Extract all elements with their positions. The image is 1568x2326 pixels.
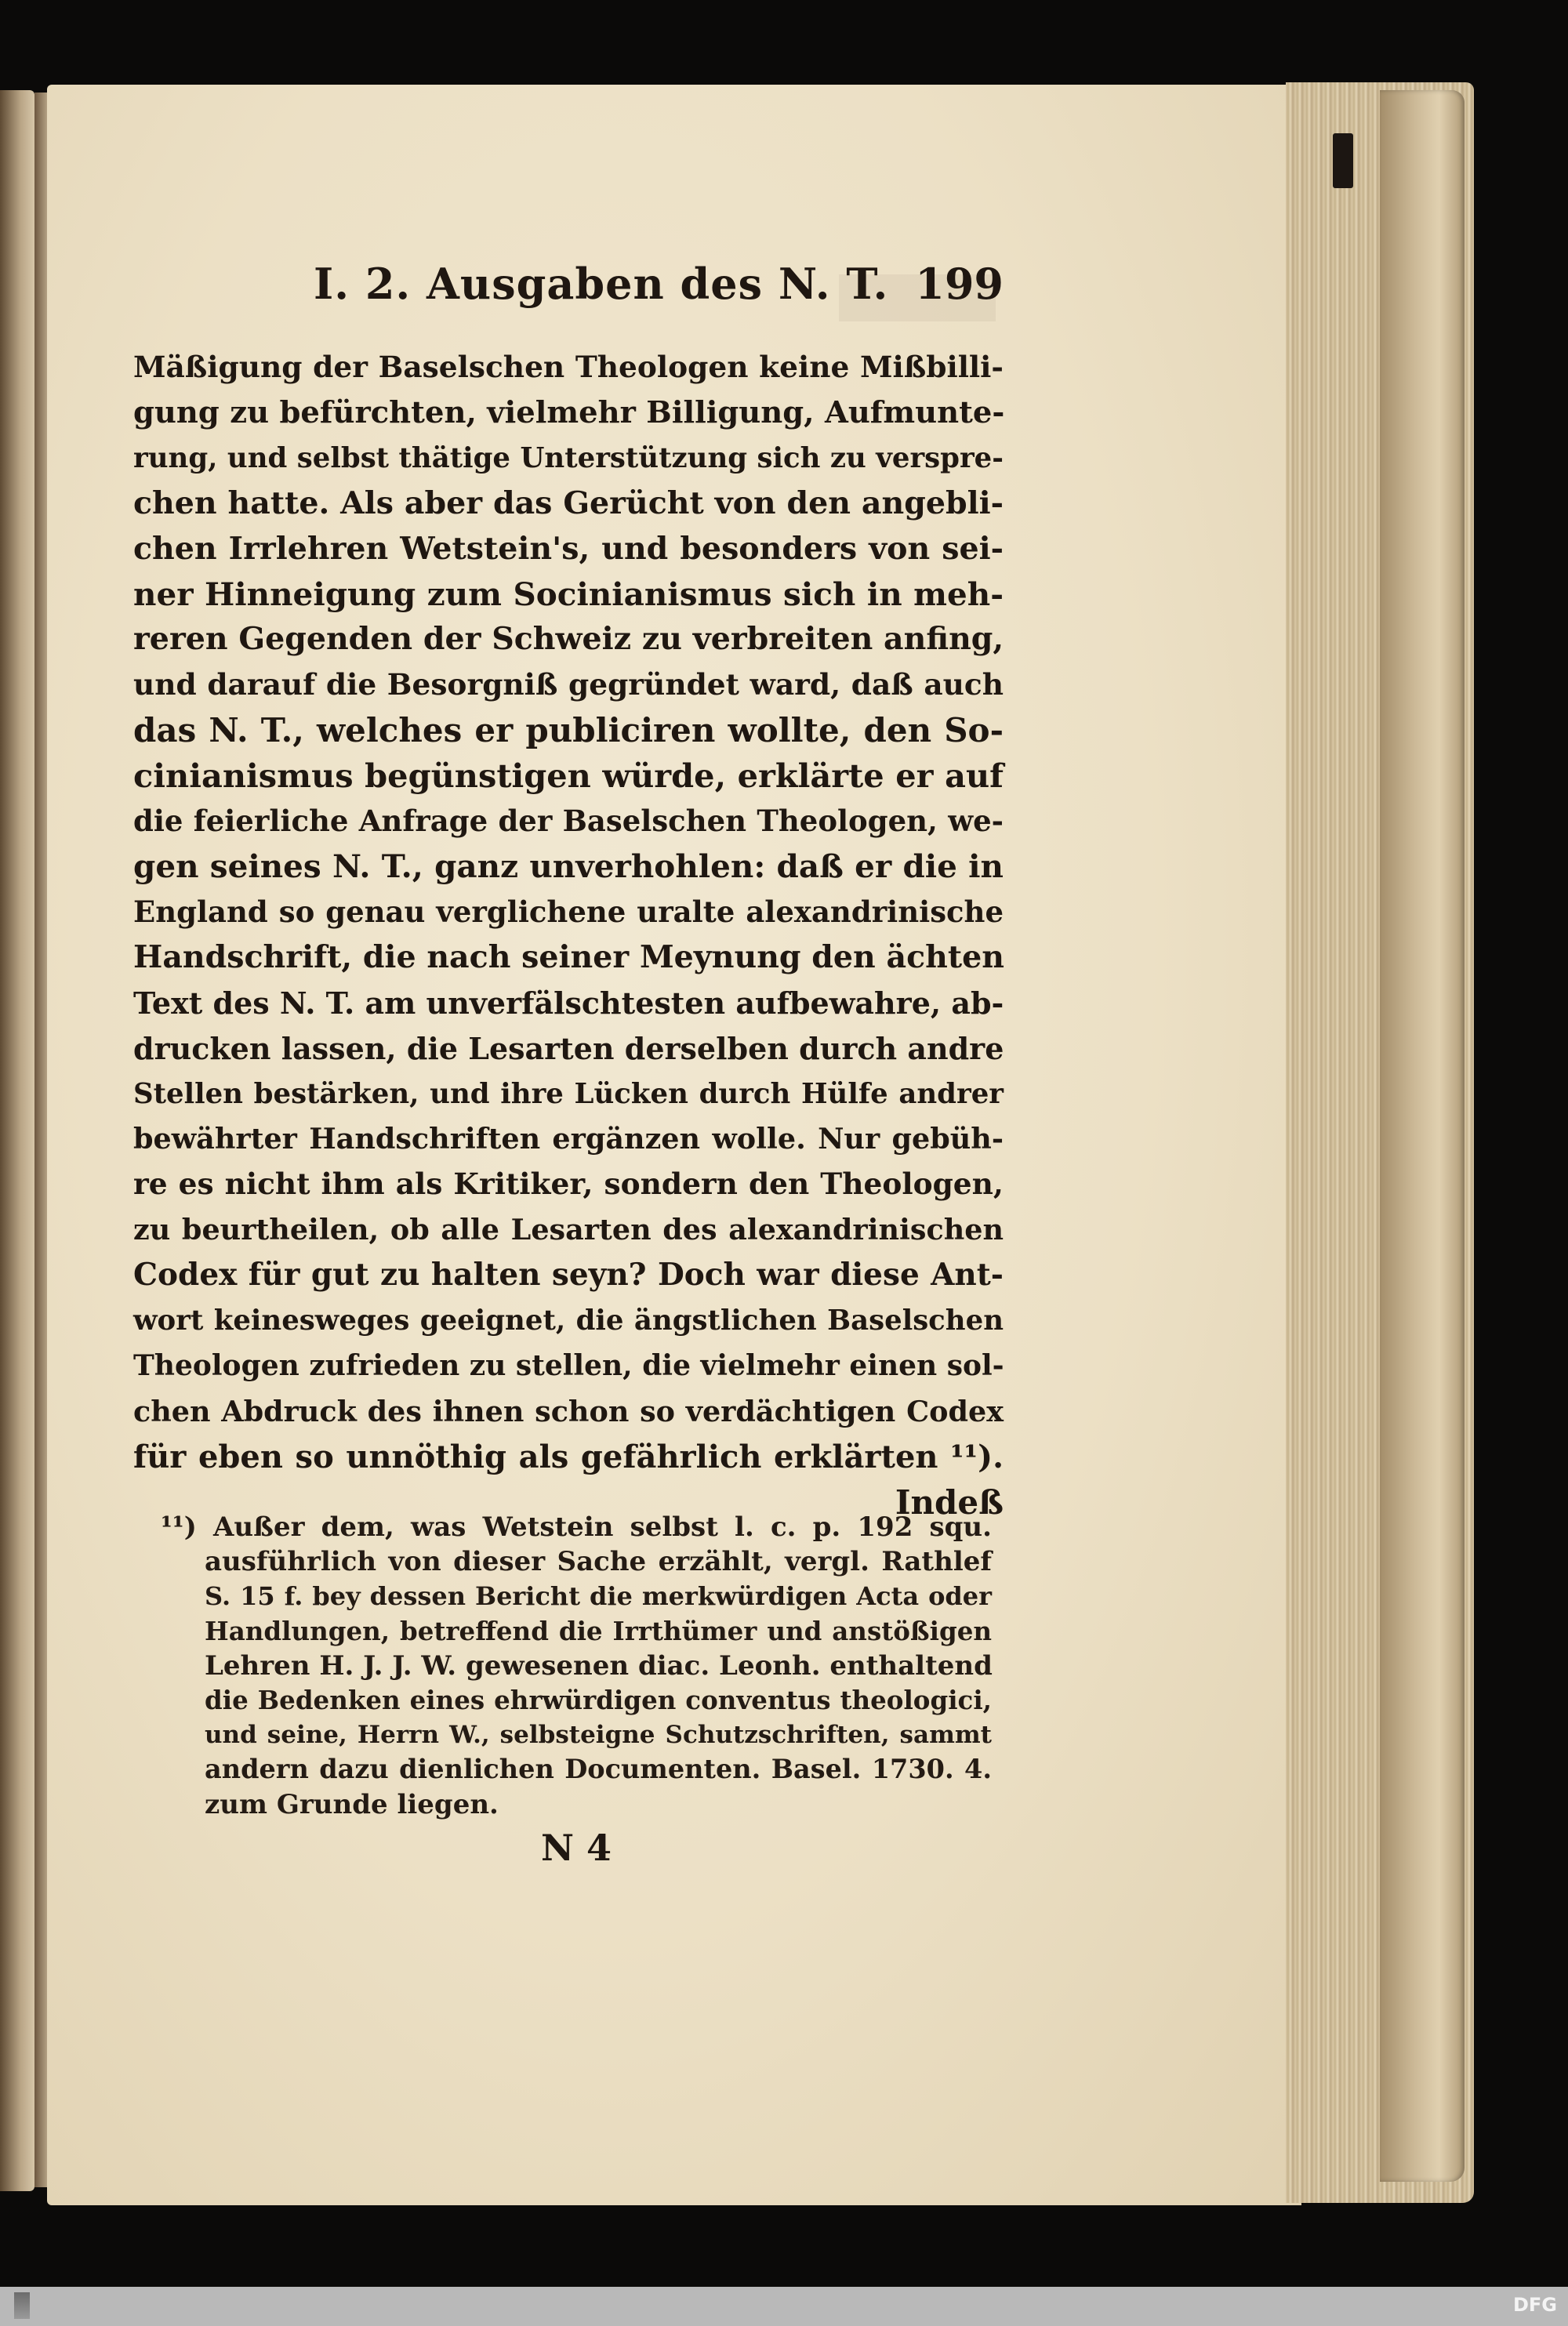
- footnote: [161, 1510, 992, 1822]
- running-head: [314, 259, 1004, 314]
- text-line: chen Abdruck des ihnen schon so verdächtigen Codex: [133, 1394, 1004, 1428]
- footnote-line: Handlungen, betreffend die Irrthümer und anstößigen: [205, 1615, 992, 1646]
- footnote-line: S. 15 f. bey dessen Bericht die merkwürdigen Acta oder: [205, 1581, 992, 1612]
- text-line: England so genau verglichene uralte alexandrinische: [133, 894, 1004, 929]
- cover-tab: [1333, 133, 1353, 188]
- text-line: chen Irrlehren Wetstein's, und besonders von sei-: [133, 530, 1004, 567]
- signature-mark: N 4: [541, 1827, 612, 1869]
- text-line: bewährter Handschriften ergänzen wolle. Nur gebüh-: [133, 1122, 1004, 1156]
- text-line: Mäßigung der Baselschen Theologen keine Mißbilli-: [133, 350, 1004, 384]
- text-line: Stellen bestärken, und ihre Lücken durch Hülfe andrer: [133, 1077, 1004, 1110]
- text-line: das N. T., welches er publiciren wollte, den So-: [133, 711, 1004, 750]
- page-number: 199: [915, 259, 1004, 309]
- text-line: chen hatte. Als aber das Gerücht von den angebli-: [133, 484, 1004, 521]
- footnote-line: ¹¹) Außer dem, was Wetstein selbst l. c. p. 192 squ.: [161, 1511, 992, 1543]
- library-logo-icon: [14, 2292, 30, 2319]
- text-line: gung zu befürchten, vielmehr Billigung, Aufmunte-: [133, 394, 1005, 430]
- left-page-edge: [0, 90, 34, 2191]
- text-line: die feierliche Anfrage der Baselschen Theologen, we-: [133, 804, 1004, 839]
- text-line: Text des N. T. am unverfälschtesten aufbewahre, ab-: [133, 985, 1004, 1021]
- footnote-line: und seine, Herrn W., selbsteigne Schutzschriften, sammt: [205, 1721, 992, 1750]
- footnote-line: ausführlich von dieser Sache erzählt, vergl. Rathlef: [205, 1546, 992, 1578]
- book-cover-edge: [1380, 90, 1465, 2182]
- text-line: gen seines N. T., ganz unverhohlen: daß er die in: [133, 847, 1004, 885]
- text-line: zu beurtheilen, ob alle Lesarten des alexandrinischen: [133, 1213, 1004, 1247]
- text-line: ner Hinneigung zum Socinianismus sich in meh-: [133, 575, 1004, 613]
- text-line: drucken lassen, die Lesarten derselben durch andre: [133, 1030, 1004, 1066]
- text-line: Handschrift, die nach seiner Meynung den ächten: [133, 938, 1004, 975]
- catchword: Indeß: [895, 1482, 1004, 1522]
- text-line: Theologen zufrieden zu stellen, die vielmehr einen sol-: [133, 1348, 1004, 1382]
- footnote-line: die Bedenken eines ehrwürdigen conventus theologici,: [205, 1685, 992, 1716]
- text-line: re es nicht ihm als Kritiker, sondern den Theologen,: [133, 1167, 1004, 1202]
- dfg-logo: DFG: [1512, 2294, 1557, 2316]
- footer-band: [0, 2287, 1568, 2326]
- text-line: Codex für gut zu halten seyn? Doch war diese Ant-: [133, 1257, 1004, 1294]
- footnote-line: andern dazu dienlichen Documenten. Basel. 1730. 4.: [205, 1754, 992, 1785]
- text-line: für eben so unnöthig als gefährlich erklärten ¹¹).: [133, 1438, 1004, 1475]
- text-line: wort keinesweges geeignet, die ängstlichen Baselschen: [133, 1305, 1004, 1337]
- text-line: reren Gegenden der Schweiz zu verbreiten anfing,: [133, 621, 1004, 658]
- text-line: cinianismus begünstigen würde, erklärte er auf: [133, 757, 1004, 796]
- text-line: und darauf die Besorgniß gegründet ward, daß auch: [133, 667, 1004, 702]
- running-head-title: I. 2. Ausgaben des N. T.: [314, 259, 889, 309]
- text-line: rung, und selbst thätige Unterstützung sich zu verspre-: [133, 441, 1004, 474]
- footnote-line: zum Grunde liegen.: [205, 1788, 499, 1820]
- body-text: [133, 345, 1004, 1526]
- footnote-line: Lehren H. J. J. W. gewesenen diac. Leonh. enthaltend: [205, 1649, 993, 1682]
